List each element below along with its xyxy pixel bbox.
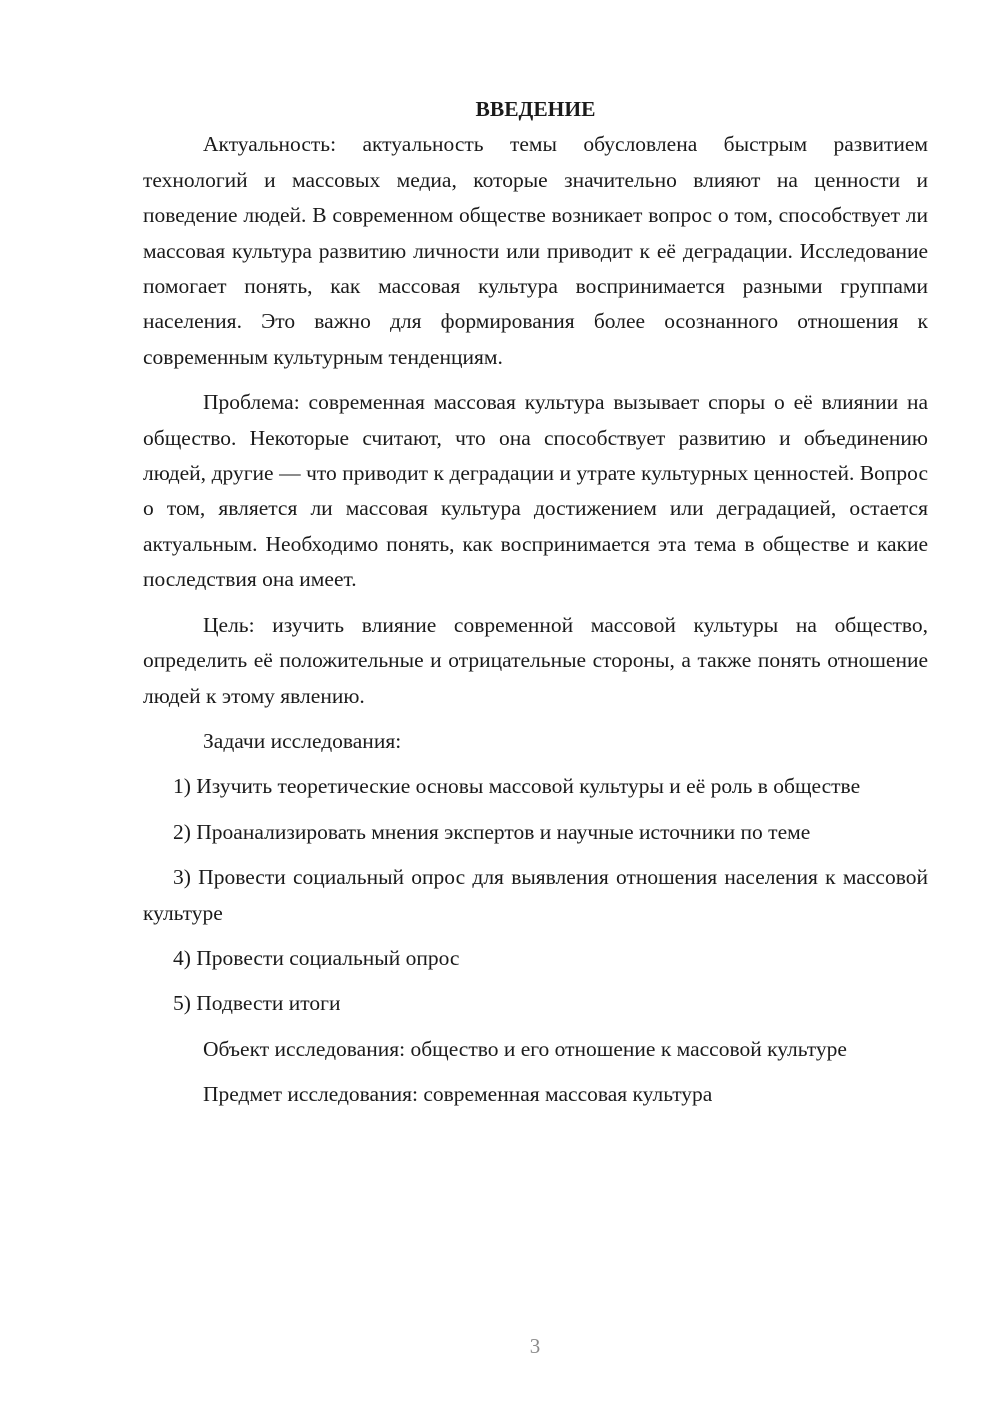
task-item-3: 3) Провести социальный опрос для выявления отношения населения к массовой культуре: [143, 865, 928, 925]
task-item-4: 4) Провести социальный опрос: [173, 945, 460, 970]
tasks-title: Задачи исследования:: [203, 728, 402, 753]
object-paragraph: Объект исследования: общество и его отношение к массовой культуре: [203, 1036, 847, 1061]
task-item-5: 5) Подвести итоги: [173, 991, 341, 1016]
section-heading: ВВЕДЕНИЕ: [475, 97, 596, 121]
page-content: [143, 92, 928, 1113]
relevance-paragraph: Актуальность: актуальность темы обусловлена быстрым развитием технологий и массовых медиа, которые значительно влияют на ценности и поведение людей. В современном обществе возникает вопрос о том, способствует ли массовая культура развитию личности или приводит к её деградации. Исследование помогает понять, как массовая культура воспринимается разными группами населения. Это важно для формирования более осознанного отношения к современным культурным тенденциям.: [143, 132, 928, 369]
task-item-2: 2) Проанализировать мнения экспертов и научные источники по теме: [173, 819, 811, 844]
subject-paragraph: Предмет исследования: современная массовая культура: [203, 1082, 713, 1107]
page-number: 3: [529, 1334, 541, 1358]
problem-paragraph: Проблема: современная массовая культура вызывает споры о её влиянии на общество. Некоторые считают, что она способствует развитию и объединению людей, другие — что приводит к деградации и утрате культурных ценностей. Вопрос о том, является ли массовая культура достижением или деградацией, остается актуальным. Необходимо понять, как воспринимается эта тема в обществе и какие последствия она имеет.: [143, 390, 928, 592]
goal-paragraph: Цель: изучить влияние современной массовой культуры на общество, определить её положительные и отрицательные стороны, а также понять отношение людей к этому явлению.: [143, 612, 928, 708]
task-item-1: 1) Изучить теоретические основы массовой культуры и её роль в обществе: [173, 774, 861, 799]
